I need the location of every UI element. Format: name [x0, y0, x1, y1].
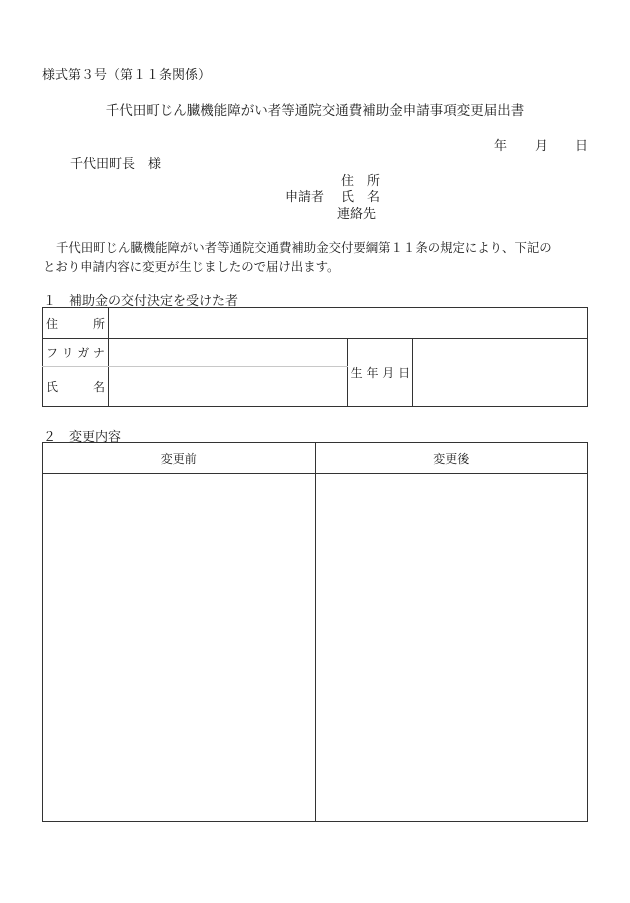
before-header-cell: [43, 443, 316, 474]
body-text-line2: とおり申請内容に変更が生じましたので届け出ます。: [43, 259, 340, 274]
date-month-label: 月: [535, 139, 549, 154]
date-year-label: 年: [494, 139, 508, 154]
furigana-label-char-3: ガ: [77, 346, 90, 360]
birthdate-input-cell[interactable]: [413, 339, 588, 407]
address-input-cell[interactable]: [108, 308, 587, 339]
furigana-label-cell: [43, 339, 109, 367]
document-title: 千代田町じん臓機能障がい者等通院交通費補助金申請事項変更届出書: [105, 103, 525, 119]
birthdate-label: 生 年 月 日: [350, 366, 411, 380]
after-header: 変更後: [433, 451, 470, 466]
furigana-label-char-4: ナ: [92, 346, 105, 360]
name-input-cell[interactable]: [108, 367, 347, 407]
change-table: [42, 442, 588, 822]
address-label-cell: [43, 308, 109, 339]
applicant-address-label: 住 所: [341, 174, 381, 189]
birthdate-label-cell: [348, 339, 413, 407]
furigana-label-char-1: フ: [46, 346, 59, 360]
section2-heading: ２ 変更内容: [43, 430, 122, 445]
recipient-table: [42, 307, 588, 407]
before-content-cell[interactable]: [43, 474, 316, 822]
address-label-char-2: 所: [92, 316, 105, 331]
applicant-contact-label: 連絡先: [337, 207, 377, 222]
applicant-name-label: 氏 名: [341, 190, 381, 205]
furigana-input-cell[interactable]: [108, 339, 347, 367]
name-label-char-1: 氏: [46, 380, 59, 394]
furigana-label-char-2: リ: [61, 346, 74, 360]
address-label-char-1: 住: [46, 316, 59, 331]
name-label-cell: [43, 367, 109, 407]
body-text-line1: 千代田町じん臓機能障がい者等通院交通費補助金交付要綱第１１条の規定により、下記の: [56, 240, 552, 255]
after-content-cell[interactable]: [315, 474, 588, 822]
before-header: 変更前: [160, 451, 197, 466]
date-day-label: 日: [575, 139, 589, 154]
section1-heading: １ 補助金の交付決定を受けた者: [43, 294, 239, 309]
addressee: 千代田町長 様: [70, 157, 162, 172]
name-label-char-2: 名: [92, 380, 105, 394]
applicant-label: 申請者: [285, 190, 325, 205]
after-header-cell: [315, 443, 588, 474]
form-number: 様式第３号（第１１条関係）: [42, 68, 212, 83]
